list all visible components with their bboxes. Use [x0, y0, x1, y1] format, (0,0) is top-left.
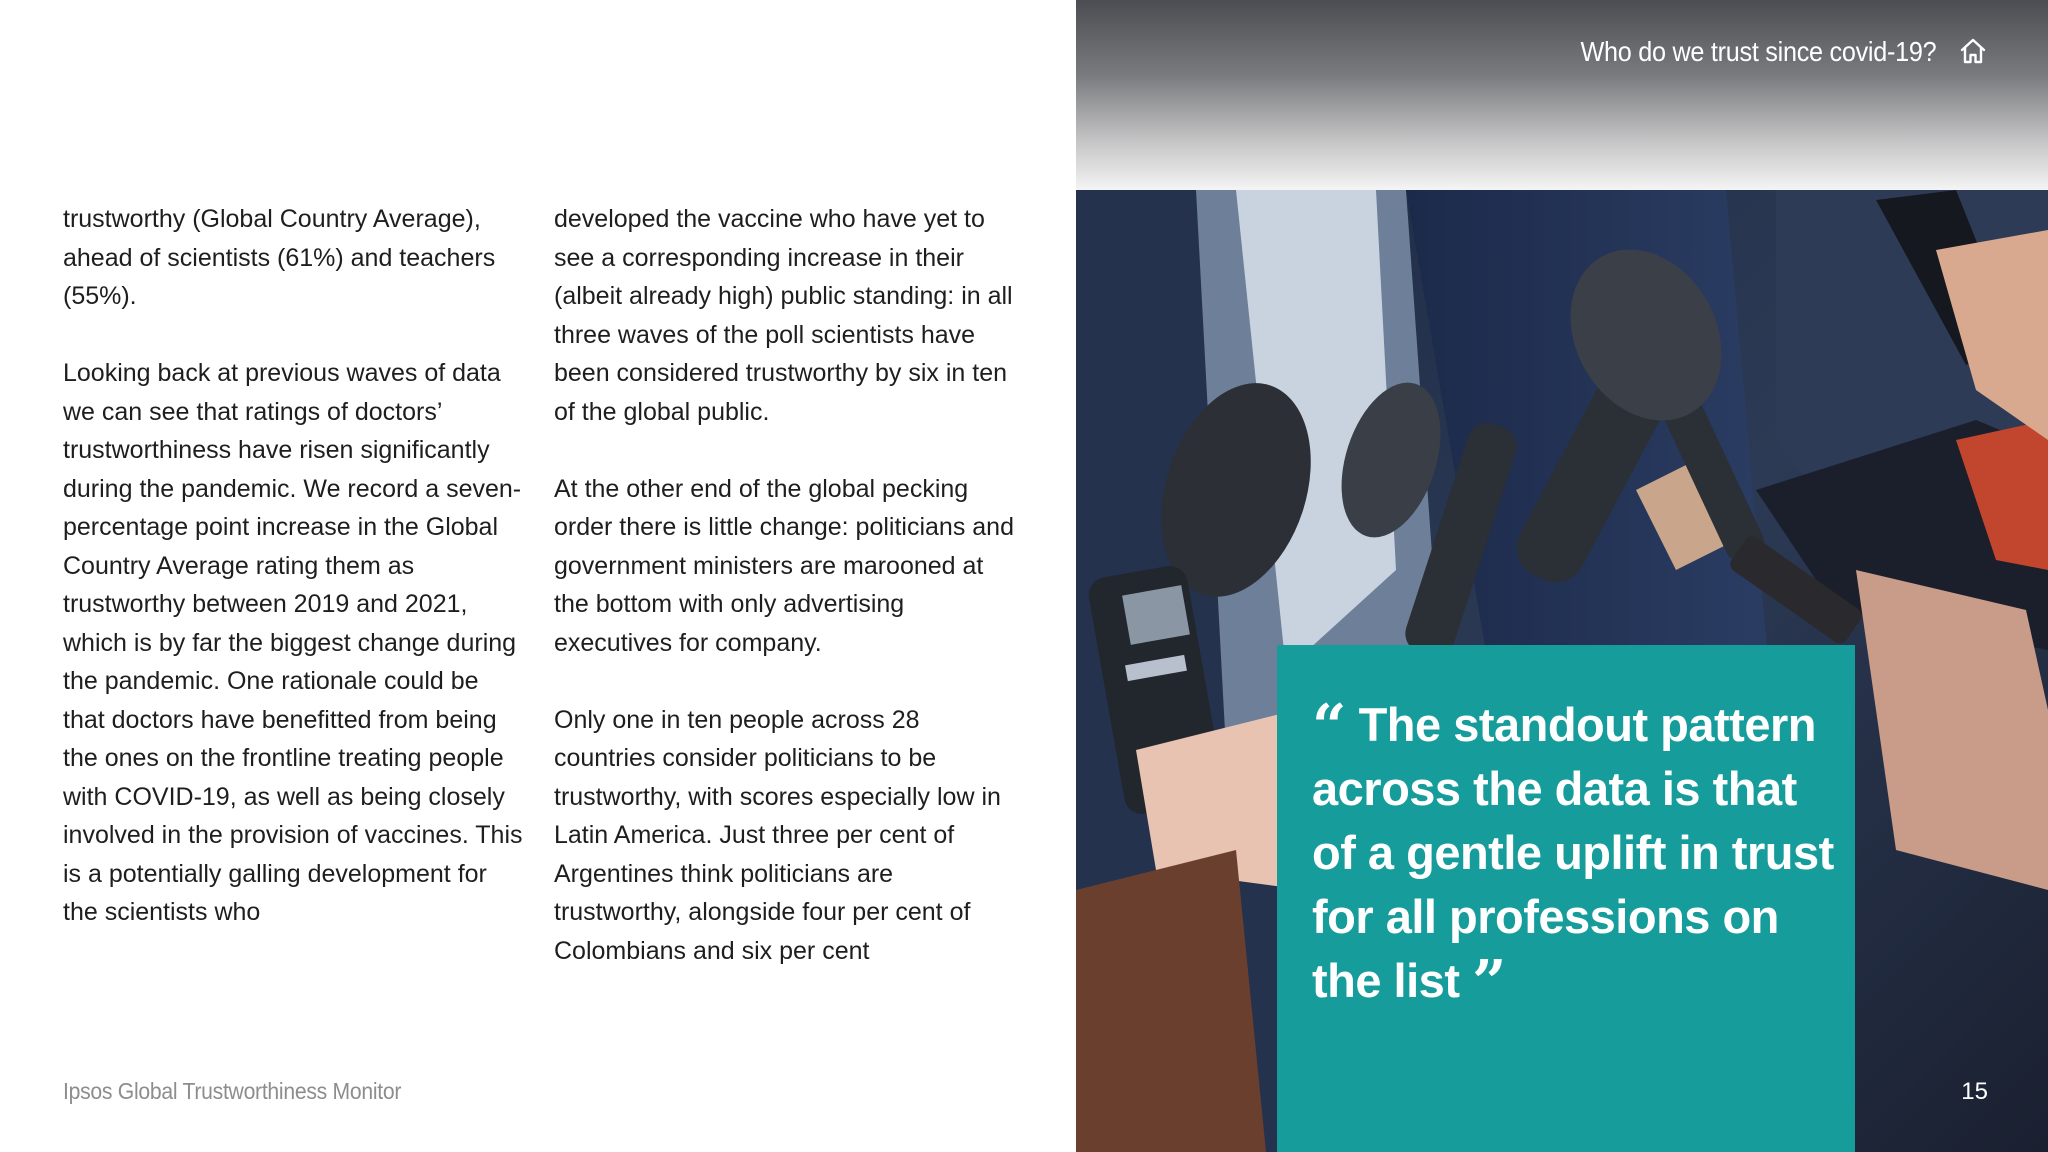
- section-title: Who do we trust since covid-19?: [1580, 36, 1936, 67]
- pull-quote: [1277, 645, 1855, 1152]
- close-quote-mark: ”: [1472, 948, 1507, 1018]
- quote-body: The standout pattern across the data is that of a gentle uplift in trust for all professions on the list: [1312, 698, 1834, 1007]
- home-icon[interactable]: [1958, 36, 1988, 66]
- paragraph: Looking back at previous waves of data we can see that ratings of doctors’ trustworthiness have risen significantly during the pandemic. We record a seven-percentage point increase in the Global Country Average rating them as trustworthy between 2019 and 2021, which is by far the biggest change during the pandemic. One rationale could be that doctors have benefitted from being the ones on the frontline treating people with COVID-19, as well as being closely involved in the provision of vaccines. This is a potentially galling development for the scientists who: [63, 359, 523, 926]
- text-column-right: [554, 200, 1014, 1009]
- paragraph: At the other end of the global pecking order there is little change: politicians and government ministers are marooned at the bottom with only advertising executives for company.: [554, 474, 1014, 657]
- image-panel: [1076, 0, 2048, 1152]
- paragraph: Only one in ten people across 28 countries consider politicians to be trustworthy, with scores especially low in Latin America. Just three per cent of Argentines think politicians are trustworthy, alongside four per cent of Colombians and six per cent: [554, 705, 1001, 965]
- text-column-left: [63, 200, 523, 970]
- header-bar: [1076, 0, 2048, 190]
- page-number: 15: [1961, 1078, 1988, 1105]
- publication-title: Ipsos Global Trustworthiness Monitor: [63, 1078, 402, 1104]
- open-quote-mark: “: [1312, 692, 1347, 762]
- paragraph: developed the vaccine who have yet to see a corresponding increase in their (albeit already high) public standing: in all three waves of the poll scientists have been considered trustworthy by six in ten of the global public.: [554, 205, 1013, 426]
- pull-quote-text: [1312, 692, 1842, 1018]
- paragraph: trustworthy (Global Country Average), ahead of scientists (61%) and teachers (55%).: [63, 205, 496, 310]
